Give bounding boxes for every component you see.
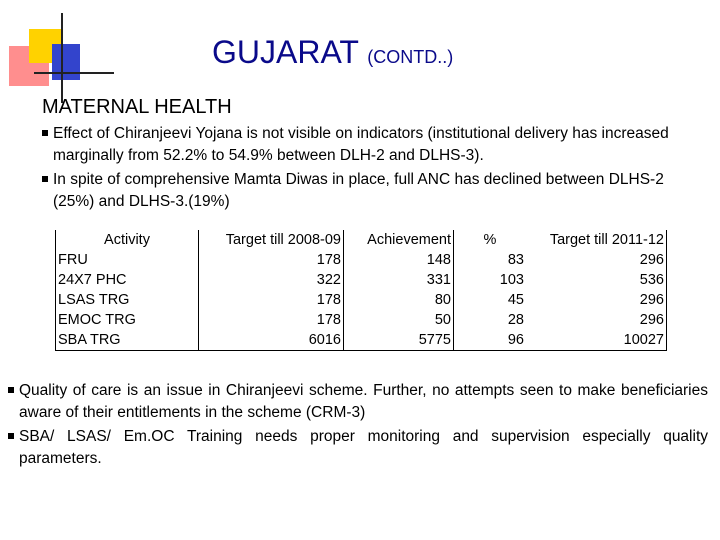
header-achievement: Achievement — [344, 230, 454, 250]
header-target-2011: Target till 2011-12 — [526, 230, 667, 250]
cell-activity: SBA TRG — [56, 330, 199, 351]
cell-activity: FRU — [56, 250, 199, 270]
title-sub: (CONTD..) — [367, 47, 454, 67]
bullet-item — [8, 426, 708, 470]
page-title — [212, 34, 453, 71]
cell-target-2008: 178 — [199, 290, 344, 310]
bullet-marker — [8, 433, 14, 439]
bullet-text: Quality of care is an issue in Chiranjeevi scheme. Further, no attempts seen to make beneficiaries aware of their entitlements in the scheme (CRM-3) — [19, 382, 708, 421]
cell-percent: 28 — [507, 312, 524, 328]
table-row — [56, 310, 667, 330]
bullet-marker — [42, 176, 48, 182]
bullet-text: SBA/ LSAS/ Em.OC Training needs proper monitoring and supervision especially quality parameters. — [19, 428, 708, 467]
table-header-row — [56, 230, 667, 250]
cell-target-2011: 296 — [526, 290, 667, 310]
bullet-text: Effect of Chiranjeevi Yojana is not visible on indicators (institutional delivery has increased marginally from 52.2% to 54.9% between DLH-2 and DLHS-3). — [53, 125, 669, 164]
table-row — [56, 270, 667, 290]
bullet-text: In spite of comprehensive Mamta Diwas in place, full ANC has declined between DLHS-2 (25%) and DLHS-3.(19%) — [53, 171, 664, 210]
cell-activity: 24X7 PHC — [56, 270, 199, 290]
top-bullet-list — [42, 123, 702, 215]
cell-activity: EMOC TRG — [56, 310, 199, 330]
cell-achievement: 5775 — [344, 330, 454, 351]
section-heading: MATERNAL HEALTH — [42, 96, 232, 118]
bullet-item — [42, 169, 702, 213]
cell-percent: 103 — [499, 272, 524, 288]
decorative-vertical-line — [61, 13, 63, 103]
bullet-item — [8, 380, 708, 424]
table-row — [56, 330, 667, 351]
bullet-item — [42, 123, 702, 167]
bullet-marker — [8, 387, 14, 393]
cell-achievement: 148 — [344, 250, 454, 270]
header-target-2008: Target till 2008-09 — [199, 230, 344, 250]
cell-activity: LSAS TRG — [56, 290, 199, 310]
bullet-marker — [42, 130, 48, 136]
cell-target-2011: 10027 — [526, 330, 667, 351]
cell-target-2008: 322 — [199, 270, 344, 290]
cell-percent: 96 — [454, 330, 527, 351]
header-percent: % — [483, 232, 497, 248]
cell-target-2008: 6016 — [199, 330, 344, 351]
table-row — [56, 290, 667, 310]
cell-target-2011: 296 — [526, 310, 667, 330]
header-activity: Activity — [56, 230, 199, 250]
cell-target-2008: 178 — [199, 310, 344, 330]
cell-target-2011: 536 — [526, 270, 667, 290]
cell-achievement: 331 — [344, 270, 454, 290]
bottom-bullet-list — [8, 380, 708, 472]
activity-table — [55, 230, 667, 351]
cell-percent: 45 — [507, 292, 524, 308]
decorative-horizontal-line — [34, 72, 114, 74]
cell-achievement: 50 — [344, 310, 454, 330]
cell-target-2011: 296 — [526, 250, 667, 270]
decorative-blue-square — [52, 44, 80, 80]
cell-achievement: 80 — [344, 290, 454, 310]
cell-percent: 83 — [507, 252, 524, 268]
cell-target-2008: 178 — [199, 250, 344, 270]
title-main: GUJARAT — [212, 34, 359, 70]
table-row — [56, 250, 667, 270]
